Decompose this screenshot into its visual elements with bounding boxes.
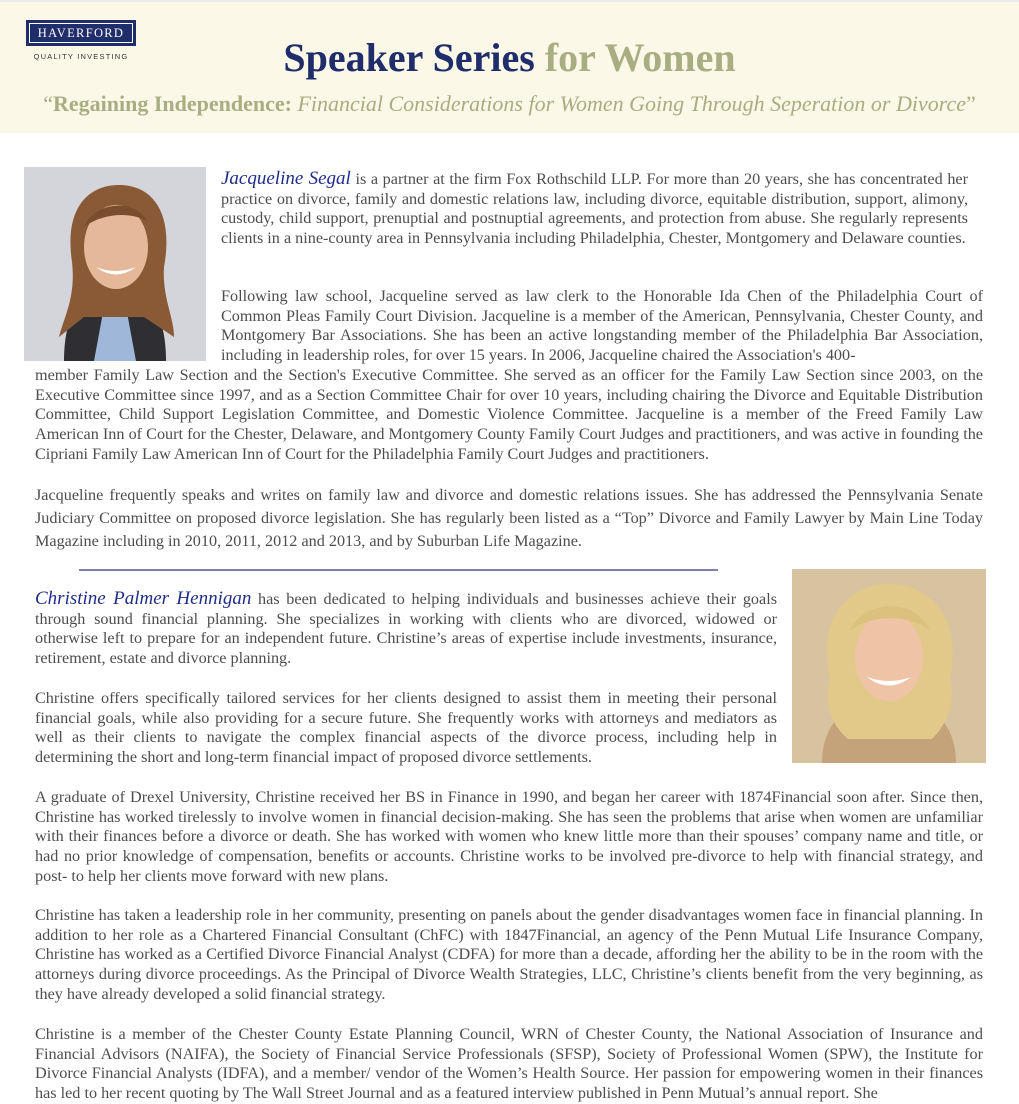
subtitle-close-quote: ” — [966, 91, 976, 116]
speaker1-paragraph-2-bottom: member Family Law Section and the Section's Executive Committee. She served as an officer for the Family Law Section since 2003, on the Executive Committee since 1997, and as a Section Committee Chair for over 10 years, including chairing the Divorce and Equitable Distribution Committee, Child Support Legislation Committee, and Domestic Violence Committee. Jacqueline is a member of the Freed Family Law American Inn of Court for the Chester, Delaware, and Montgomery County Family Court Judges and practitioners, and was active in founding the Cipriani Family Law American Inn of Court for the Philadelphia Family Court Judges and practitioners. — [35, 366, 983, 463]
subtitle-open-quote: “ — [43, 91, 53, 116]
speaker1-paragraph-3: Jacqueline frequently speaks and writes on family law and divorce and domestic relations issues. She has addressed the Pennsylvania Senate Judiciary Committee on proposed divorce legislation. She has regularly been listed as a “Top” Divorce and Family Lawyer by Main Line Today Magazine including in 2010, 2011, 2012 and 2013, and by Suburban Life Magazine. — [35, 486, 983, 550]
christine-hennigan-photo — [792, 569, 986, 763]
subtitle-italic: Financial Considerations for Women Going Through Seperation or Divorce — [297, 91, 966, 116]
jacqueline-segal-photo — [24, 167, 206, 361]
subtitle-bold: Regaining Independence: — [52, 91, 292, 116]
speaker2-paragraph-1 — [35, 589, 777, 669]
header-banner — [0, 0, 1019, 133]
speaker2-p1-text: has been dedicated to helping individuals and businesses achieve their goals through sound financial planning. She specializes in working with clients who are divorced, widowed or otherwise left to prepare for an independent future. Christine’s areas of expertise include investments, insurance, retirement, estate and divorce planning. — [35, 590, 777, 668]
speaker2-paragraph-3: A graduate of Drexel University, Christine received her BS in Finance in 1990, and began her career with 1874Financial soon after. Since then, Christine has worked tirelessly to involve women in financial decision-making. She has seen the problems that arise when women are unfamiliar with their finances before a divorce or death. She has worked with women who knew little more than their spouses’ company name and title, or had no prior knowledge of compensation, benefits or accounts. Christine works to be involved pre-divorce to help with financial strategy, and post- to help her clients move forward with new plans. — [35, 788, 983, 885]
speaker2-paragraph-4: Christine has taken a leadership role in her community, presenting on panels about the gender disadvantages women face in financial planning. In addition to her role as a Chartered Financial Consultant (ChFC) with 1847Financial, an agency of the Penn Mutual Life Insurance Company, Christine has worked as a Certified Divorce Financial Analyst (CDFA) for more than a decade, affording her the ability to be in the room with the attorneys during divorce proceedings. As the Principal of Divorce Wealth Strategies, LLC, Christine’s clients benefit from the very beginning, as they have already developed a solid financial strategy. — [35, 906, 983, 1003]
speaker2-paragraph-2: Christine offers specifically tailored services for her clients designed to assist them in meeting their personal financial goals, while also providing for a secure future. She frequently works with attorneys and mediators as well as their clients to navigate the complex financial aspects of the divorce process, including help in determining the short and long-term financial impact of proposed divorce settlements. — [35, 689, 777, 767]
title-part-2: for Women — [544, 35, 736, 80]
speaker1-name: Jacqueline Segal — [221, 168, 351, 189]
page-title — [0, 32, 1019, 84]
logo-wordmark: HAVERFORD — [26, 20, 136, 46]
speaker2-paragraph-5: Christine is a member of the Chester County Estate Planning Council, WRN of Chester County, the National Association of Insurance and Financial Advisors (NAIFA), the Society of Financial Service Professionals (SFSP), Society of Professional Women (SPW), the Institute for Divorce Financial Analysts (IDFA), and a member/ vendor of the Women’s Health Source. Her passion for empowering women in their finances has led to her recent quoting by The Wall Street Journal and as a featured interview published in Penn Mutual’s annual report. She — [35, 1025, 983, 1103]
logo-tagline: QUALITY INVESTING — [33, 52, 129, 61]
event-subtitle — [0, 90, 1019, 118]
section-divider — [79, 569, 718, 571]
speaker1-paragraph-2-top: Following law school, Jacqueline served as law clerk to the Honorable Ida Chen of the Philadelphia Court of Common Pleas Family Court Division. Jacqueline is a member of the American, Pennsylvania, Chester County, and Montgomery Bar Associations. She has been an active longstanding member of the Philadelphia Bar Association, including in leadership roles, for over 15 years. In 2006, Jacqueline chaired the Association's 400- — [221, 287, 983, 365]
speaker1-p1-text: is a partner at the firm Fox Rothschild LLP. For more than 20 years, she has concentrated her practice on divorce, family and domestic relations law, including divorce, equitable distribution, support, alimony, custody, child support, prenuptial and postnuptial agreements, and protection from abuse. She regularly represents clients in a nine-county area in Pennsylvania including Philadelphia, Chester, Montgomery and Delaware counties. — [221, 170, 968, 248]
speaker2-name: Christine Palmer Hennigan — [35, 588, 252, 609]
speaker1-paragraph-1 — [221, 169, 968, 249]
title-part-1: Speaker Series — [283, 35, 535, 80]
